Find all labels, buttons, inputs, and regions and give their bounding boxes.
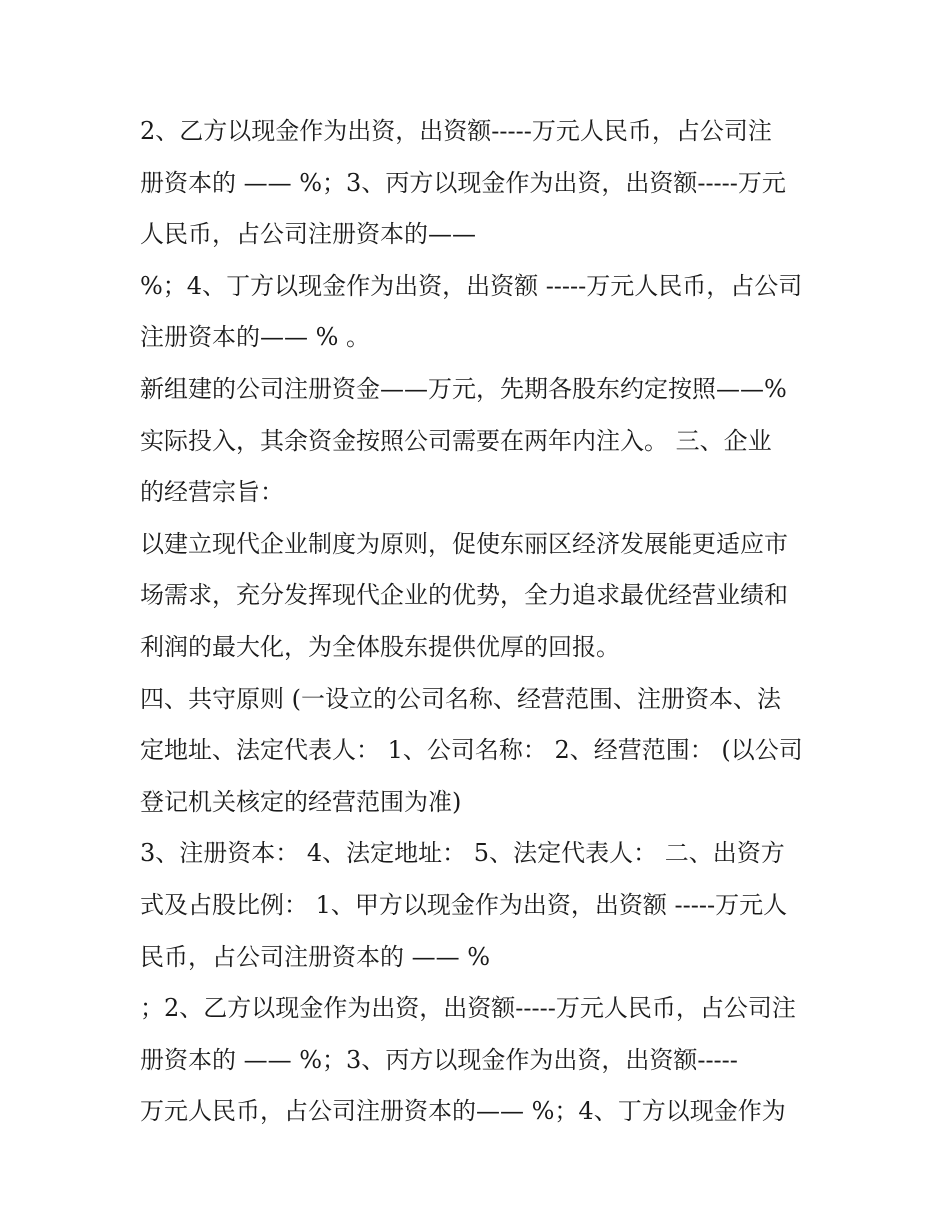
text-line-7: 实际投入，其余资金按照公司需要在两年内注入。 三、企业 <box>140 426 772 455</box>
text-line-10: 场需求，充分发挥现代企业的优势，全力追求最优经营业绩和 <box>140 581 788 610</box>
document-body <box>140 106 820 1138</box>
text-line-12: 四、共守原则 (一设立的公司名称、经营范围、注册资本、法 <box>140 684 781 713</box>
text-line-15: 3、注册资本： 4、法定地址： 5、法定代表人： 二、出资方 <box>140 839 785 868</box>
text-line-16: 式及占股比例： 1、甲方以现金作为出资，出资额 -----万元人 <box>140 890 788 919</box>
text-line-5: 注册资本的—— % 。 <box>140 323 371 352</box>
text-line-18: ；2、乙方以现金作为出资，出资额-----万元人民币，占公司注 <box>140 994 796 1023</box>
text-line-2: 册资本的 —— %；3、丙方以现金作为出资，出资额-----万元 <box>140 168 786 197</box>
text-line-13: 定地址、法定代表人： 1、公司名称： 2、经营范围： (以公司 <box>140 736 803 765</box>
text-line-9: 以建立现代企业制度为原则，促使东丽区经济发展能更适应市 <box>140 529 788 558</box>
text-line-8: 的经营宗旨： <box>140 478 284 507</box>
text-line-20: 万元人民币，占公司注册资本的—— %；4、丁方以现金作为 <box>140 1097 786 1126</box>
text-line-11: 利润的最大化，为全体股东提供优厚的回报。 <box>140 632 620 661</box>
text-line-17: 民币，占公司注册资本的 —— % <box>140 942 491 971</box>
text-line-4: %；4、丁方以现金作为出资，出资额 -----万元人民币，占公司 <box>140 271 803 300</box>
text-line-14: 登记机关核定的经营范围为准) <box>140 787 462 816</box>
text-line-6: 新组建的公司注册资金——万元，先期各股东约定按照——% <box>140 374 787 403</box>
text-line-3: 人民币，占公司注册资本的—— <box>140 220 476 249</box>
text-line-1: 2、乙方以现金作为出资，出资额-----万元人民币，占公司注 <box>140 117 772 145</box>
text-line-19: 册资本的 —— %；3、丙方以现金作为出资，出资额----- <box>140 1045 738 1074</box>
